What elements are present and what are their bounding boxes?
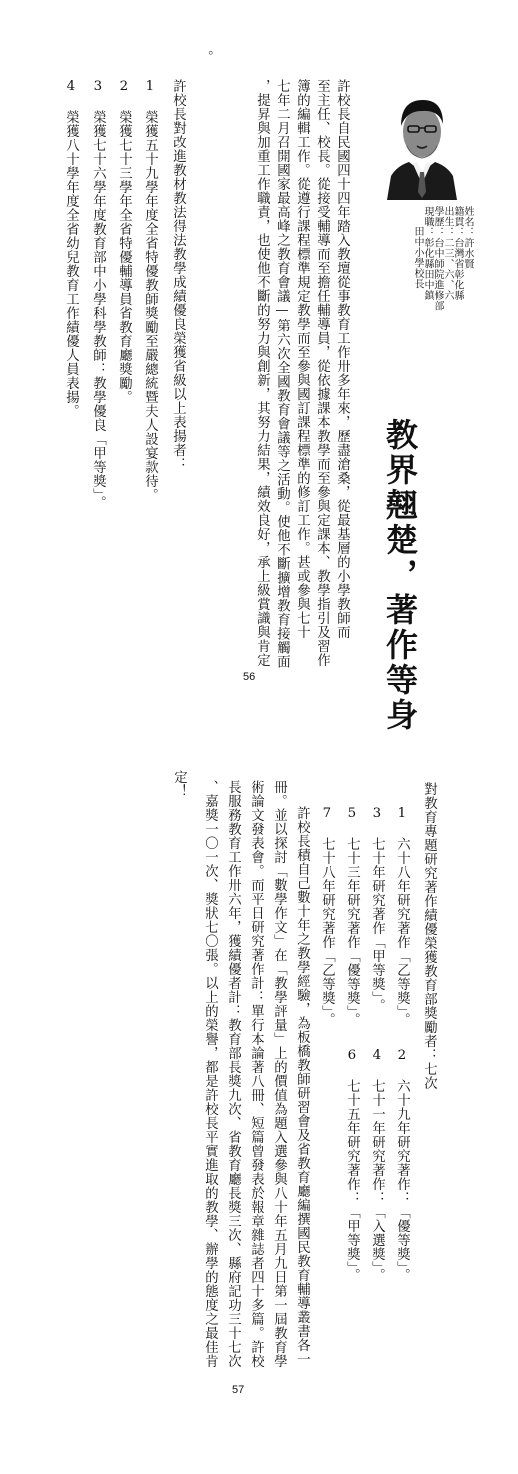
profile-position-cont: 田中小學校長 [412,226,423,289]
body-column: ，提昇與加重工作職責，也使他不斷的努力與創新，其努力結果，績效良好，承上級賞識與肯定 [254,79,270,667]
body-column: 。 [197,50,213,64]
profile-name: 姓名：許水賢 [462,206,473,269]
body-column: 冊。並以探討「數學作文」在「教學評量」上的價值為題入選參與八十年五月九日第一屆教育學 [271,780,287,1368]
body-column: 七年二月召開國家最高峰之教育會議—第六次全國教育會議等之活動。使他不斷擴增教育接觸面 [274,79,290,669]
award-item: 4 榮獲八十學年度全省幼兒教育工作績優人員表揚。 [63,79,79,419]
research-award-row: 1 六十八年研究著作「乙等獎」。 2 六十九年研究著作：「優等獎」。 [394,806,410,1283]
research-intro: 對教育專題研究著作績優榮獲教育部獎勵者：七次 [421,782,437,1090]
body-column: 至主任、校長。從接受輔導而至擔任輔導員，從依據課本教學而至參與定課本、教學指引及習作 [314,79,330,667]
award-item: 1 榮獲五十九學年度全省特優教師獎勵至嚴總統暨夫人設宴款待。 [142,79,158,503]
body-column: 簿的編輯工作。從遵行課程標準規定教學而至參與國訂課程標準的修訂工作。甚或參與七十 [294,79,310,639]
profile-position: 現職：彰化縣田中鎮 [422,206,433,301]
body-column: 定！ [171,770,187,798]
profile-education: 學歷：台中師院進修部 [432,206,443,311]
page-number: 57 [232,1384,245,1396]
page-number: 56 [243,671,256,683]
research-award-row: 7 七十八年研究著作「乙等獎」。 [319,806,335,1027]
research-award-row: 3 七十年研究著作「甲等獎」。 4 七十一年研究著作：「入選獎」。 [369,806,385,1283]
awards-intro: 許校長對改進教材教法得法教學成績優良榮獲省級以上表揚者： [170,79,186,471]
article-title: 教界翹楚，著作等身 [381,418,419,733]
award-item: 2 榮獲七十三學年全省特優輔導員省教育廳獎勵。 [116,79,132,405]
body-column: 術論文發表會。而平日研究著作計：單行本論著八冊、短篇曾發表於報章雜誌者四十多篇。許校 [248,780,264,1368]
body-column: 、嘉獎一〇一次、獎狀七〇張。以上的榮譽，都是許校長平實進取的教學、辦學的態度之最佳肯 [202,780,218,1368]
profile-birth: 出生：二三、六、六 [442,206,453,301]
body-column: 許校長積自己數十年之教學經驗，為板橋教師研習會及省教育廳編撰國民教育輔導叢書各一 [294,806,310,1366]
body-column: 許校長自民國四十四年踏入教壇從事教育工作卅多年來，歷盡滄桑，從最基層的小學教師而 [334,79,350,639]
body-column: 長服務教育工作卅六年，獲績優者計：教育部長獎九次、省教育廳長獎三次、縣府記功三十七次 [225,780,241,1368]
portrait-photo [383,80,461,200]
portrait-image [383,80,461,200]
research-award-row: 5 七十三年研究著作「優等獎」。 6 七十五年研究著作：「甲等獎」。 [344,806,360,1283]
profile-origin: 籍貫：台灣省彰化縣 [452,206,463,301]
award-item: 3 榮獲七十六學年度教育部中小學科學教師：教學優良「甲等獎」。 [90,79,106,510]
